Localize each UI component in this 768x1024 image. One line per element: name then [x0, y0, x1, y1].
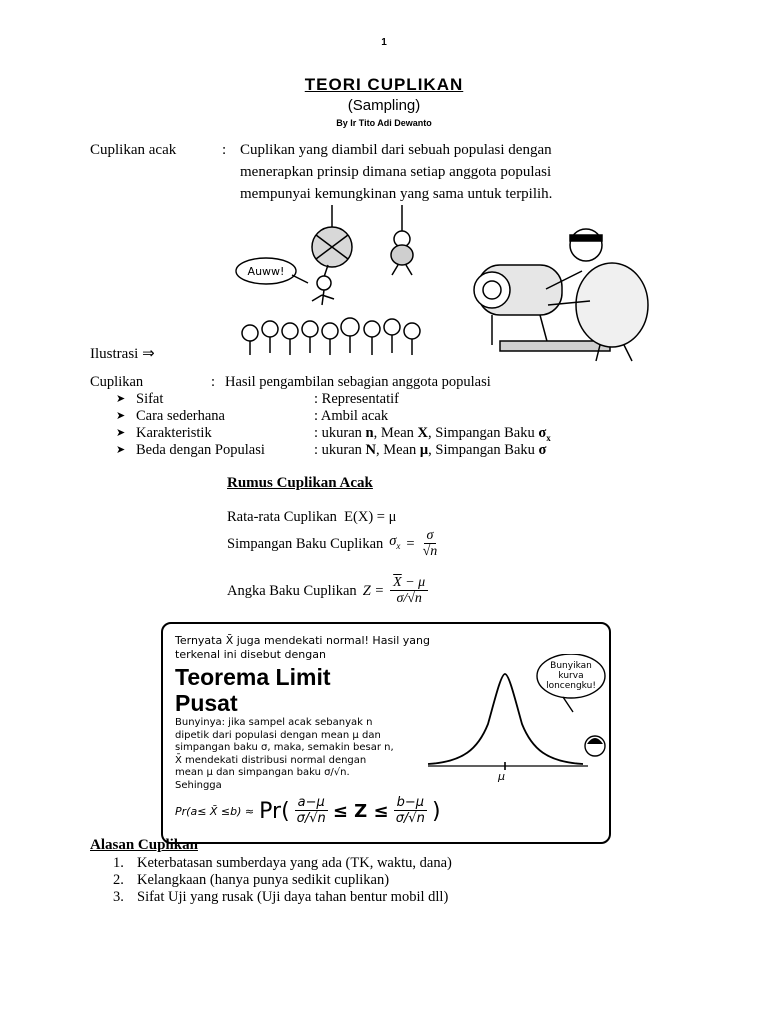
list-item-number: 2. [113, 872, 124, 888]
cuplikan-text: Hasil pengambilan sebagian anggota populasi [225, 374, 491, 390]
property-label: Cara sederhana [136, 408, 225, 424]
clt-body-line: mean μ dan simpangan baku σ/√n. [175, 767, 350, 778]
fraction-numerator: b−μ [394, 795, 427, 811]
page-number: 1 [381, 37, 387, 48]
definition-term: Cuplikan acak [90, 142, 177, 158]
definition-line: menerapkan prinsip dimana setiap anggota populasi [240, 164, 552, 180]
property-value: : ukuran n, Mean X, Simpangan Baku $\sigma_x$ [314, 425, 551, 443]
fraction-denominator: σ/√n [396, 591, 422, 606]
prob-fraction-a [295, 795, 328, 827]
clt-probability-formula [175, 789, 441, 833]
definition-line: mempunyai kemungkinan yang sama untuk terpilih. [240, 186, 553, 202]
list-item [116, 425, 676, 442]
clt-bubble-line: kurva [558, 671, 584, 681]
clt-intro [175, 634, 430, 662]
property-list [116, 391, 676, 459]
clt-bubble-line: Bunyikan [550, 661, 592, 671]
prob-left: Pr(a≤ X̄ ≤b) ≈ [175, 804, 255, 818]
clt-intro-line: terkenal ini disebut dengan [175, 648, 326, 661]
clt-heading-line: Teorema Limit [175, 664, 331, 690]
fraction-numerator: $\overline{X} - \mu$ [390, 575, 428, 591]
list-item-text: Sifat Uji yang rusak (Uji daya tahan bentur mobil dll) [137, 889, 449, 905]
property-value: : Representatif [314, 391, 399, 407]
z-formula-fraction [390, 575, 428, 607]
list-item-number: 1. [113, 855, 124, 871]
property-label: Beda dengan Populasi [136, 442, 265, 458]
z-formula [227, 575, 428, 607]
clt-body [175, 717, 394, 792]
list-item [113, 855, 673, 872]
list-item-number: 3. [113, 889, 124, 905]
cuplikan-term: Cuplikan [90, 374, 144, 390]
mean-formula-expression: E(X) = μ [344, 509, 397, 525]
arrow-bullet-icon: ➤ [116, 410, 126, 422]
prob-fraction-b [394, 795, 427, 827]
sd-formula-label: Simpangan Baku Cuplikan [227, 535, 384, 552]
page-title: TEORI CUPLIKAN [304, 75, 464, 94]
list-item [116, 442, 676, 459]
clt-body-line: simpangan baku σ, maka, semakin besar n, [175, 742, 394, 753]
illustration-label: Ilustrasi ⇒ [90, 346, 155, 362]
author-line: By Ir Tito Adi Dewanto [336, 118, 432, 128]
prob-pr: Pr( [259, 798, 290, 824]
fraction-numerator: a−μ [295, 795, 328, 811]
clt-bubble-text [539, 661, 603, 691]
list-item [116, 391, 676, 408]
clt-heading [175, 664, 331, 716]
fraction-denominator: σ/√n [395, 811, 425, 826]
clt-body-line: X̄ mendekati distribusi normal dengan [175, 754, 367, 766]
cuplikan-separator: : [211, 374, 216, 390]
definition-separator: : [222, 142, 227, 158]
clt-bubble-line: loncengku! [546, 681, 596, 691]
list-item-text: Kelangkaan (hanya punya sedikit cuplikan) [137, 872, 390, 888]
property-value: : Ambil acak [314, 408, 389, 424]
reasons-heading: Alasan Cuplikan [90, 837, 198, 853]
sd-formula-fraction [421, 528, 440, 560]
definition-text [240, 139, 552, 205]
z-formula-lhs: Z = [362, 582, 385, 599]
prob-close: ) [431, 798, 441, 824]
page-subtitle: (Sampling) [347, 97, 421, 114]
fraction-numerator: σ [424, 528, 437, 544]
list-item-text: Keterbatasan sumberdaya yang ada (TK, waktu, dana) [137, 855, 452, 871]
sd-formula-equals: = [406, 535, 415, 552]
fraction-denominator: √n [422, 544, 438, 559]
clt-heading-line: Pusat [175, 690, 238, 716]
property-label: Sifat [136, 391, 164, 407]
z-formula-label: Angka Baku Cuplikan [227, 582, 357, 599]
clt-body-line: dipetik dari populasi dengan mean μ dan [175, 729, 381, 741]
list-item [113, 889, 673, 906]
lottery-illustration [230, 205, 655, 365]
fraction-denominator: σ/√n [296, 811, 326, 826]
definition-line: Cuplikan yang diambil dari sebuah populasi dengan [240, 142, 552, 158]
arrow-bullet-icon: ➤ [116, 427, 126, 439]
arrow-bullet-icon: ➤ [116, 393, 126, 405]
clt-body-line: Bunyinya: jika sampel acak sebanyak n [175, 717, 373, 728]
formulas-heading: Rumus Cuplikan Acak [227, 475, 373, 491]
list-item [113, 872, 673, 889]
reasons-list [113, 855, 673, 906]
illustration-bubble-text: Auww! [247, 265, 285, 278]
clt-intro-line: Ternyata X̄ juga mendekati normal! Hasil yang [175, 634, 430, 647]
arrow-bullet-icon: ➤ [116, 444, 126, 456]
mean-formula [227, 509, 396, 526]
property-label: Karakteristik [136, 425, 212, 441]
sd-formula [227, 528, 439, 560]
list-item [116, 408, 676, 425]
property-value: : ukuran N, Mean μ, Simpangan Baku σ [314, 442, 547, 458]
clt-body-line: Sehingga [175, 779, 222, 791]
prob-middle: ≤ Z ≤ [332, 800, 389, 822]
sd-formula-lhs: $\sigma_x$ [389, 533, 401, 551]
clt-panel [161, 622, 611, 844]
bell-curve-mu-label: μ [498, 770, 505, 783]
mean-formula-label: Rata-rata Cuplikan [227, 509, 337, 525]
